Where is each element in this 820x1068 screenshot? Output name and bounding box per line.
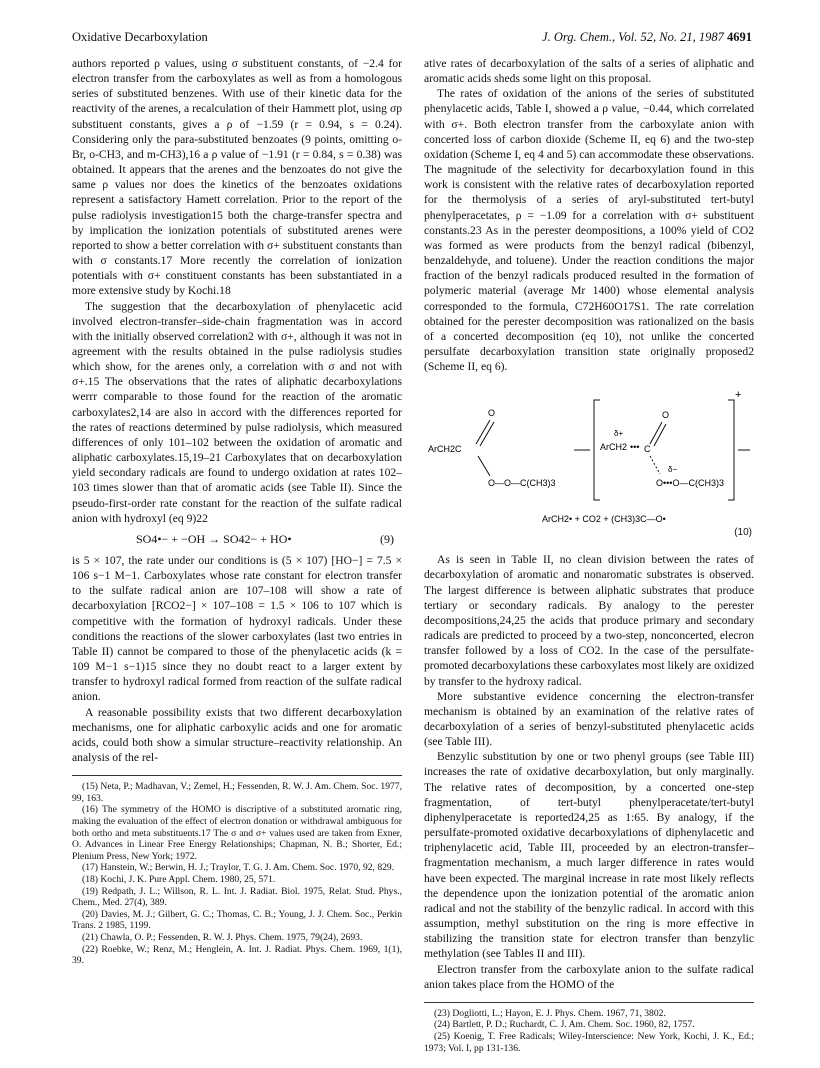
footnote-rule [72,775,402,776]
footnote: (23) Dogliotti, L.; Hayon, E. J. Phys. Chem. 1967, 71, 3802. [434,1007,666,1019]
paragraph: Electron transfer from the carboxylate anion to the sulfate radical anion takes place from the HOMO of the [424,962,754,991]
carbonyl-oxygen: O [488,408,496,419]
equation-9 [72,526,402,553]
footnote: (19) Redpath, J. L.; Willson, R. L. Int. J. Radiat. Biol. 1975, Relat. Stud. Phys., Chem., Med. 27(4), 389. [72,885,402,909]
left-column [72,56,402,967]
products: ArCH2• + CO2 + (CH3)3C—O• [542,514,666,525]
footnote: (18) Kochi, J. K. Pure Appl. Chem. 1980, 25, 571. [82,873,276,885]
reaction-scheme-eq10 [424,380,754,548]
footnote-rule [424,1002,754,1003]
paragraph: A reasonable possibility exists that two different decarboxylation mechanisms, one for aliphatic carboxylic acids and one for aromatic acids, could both show a simular structure–reactivity relationship. An analysis of the rel- [72,705,402,765]
delta-minus: δ− [668,465,678,475]
paragraph: The rates of oxidation of the anions of the series of substituted phenylacetic acids, Table I, showed a ρ value, −0.44, which correlated with σ+. Both electron transfer from the carboxylate anion with concerted loss of carbon dioxide (Scheme II, eq 6) and the two-step oxidation (Scheme I, eq 4 and 5) can accommodate these observations. The magnitude of the selectivity for decarboxylation found in this work is consistent with the relative rates of decarboxylation reported for the thermolysis of a series of aryl-substituted tert-butyl phenylperacetates, ρ = −1.09 for a correlation with σ+ substituent constants.23 As in the perester deompositions, a 100% yield of CO2 was formed as were products from the benzyl radical (bibenzyl, benzaldehyde, and toluene). Under the reaction conditions the major fraction of the benzyl radicals produced resulted in the formation of polymeric material (average Mr 1400) whose elemental analysis corresponded to the formula, C72H60O17S1. The rate correlation obtained for the perester decomposition was rationalized on the basis of a concerted decomposition (eq 10), not unlike the concerted persulfate decarboxylation transition state originally proposed2 (Scheme II, eq 6). [424,87,754,374]
footnote: (21) Chawla, O. P.; Fessenden, R. W. J. Phys. Chem. 1975, 79(24), 2693. [82,931,363,943]
ts-breaking-bond [650,456,660,474]
paragraph: Benzylic substitution by one or two phenyl groups (see Table III) increases the rate of oxidative decarboxylation, but only marginally. The relative rates of decomposition, by a concerted one-step fragmentation, of tert-butyl phenylperacetate/tert-butyl diphenylperacetate is reported24,25 as 1:65. By analogy, if the persulfate-promoted oxidative decarboxylations of diphenylacetic and triphenylacetic acid, Table III, proceeded by an electron-transfer–fragmentation mechanism, a much larger difference in rates would have been expected. The marginal increase in rate most likely reflects the dependence upon the ionization potential of the aromatic anion radical and not the stability of the benzylic radical. In accord with this assumption, methyl substitution on the ring is more effective in stabilizing the transition state for electron transfer than benzylic methylation (see Tables II and III). [424,750,754,961]
delta-plus: δ+ [614,429,624,439]
footnote: (22) Roebke, W.; Renz, M.; Henglein, A. Int. J. Radiat. Phys. Chem. 1969, 1(1), 39. [72,943,402,967]
footnote: (15) Neta, P.; Madhavan, V.; Zemel, H.; Fessenden, R. W. J. Am. Chem. Soc. 1977, 99, 163. [72,781,402,804]
ts-partial-bond: ••• [630,442,640,453]
footnotes [72,781,402,967]
running-header [72,30,752,46]
footnote: (24) Bartlett, P. D.; Ruchardt, C. J. Am. Chem. Soc. 1960, 82, 1757. [434,1019,695,1031]
ts-carbonyl-bond [654,424,666,446]
paragraph: More substantive evidence concerning the electron-transfer mechanism is obtained by an examination of the relative rates of decarboxylation of a series of benzyl-substituted phenylacetic acids (see Table III). [424,689,754,749]
equation-number: (10) [734,527,752,539]
ester-bond [478,456,490,476]
running-title: Oxidative Decarboxylation [72,30,208,44]
footnotes [424,1008,754,1054]
paragraph: The suggestion that the decarboxylation of phenylacetic acid involved electron-transfer–side-chain fragmentation was in accord with the initially observed correlation2 with σ+, although it was not in agreement with the results obtained in the pulse radiolysis studies which show, for the arenes only, a correlation with σ and not with σ+.15 The observations that the rates of aliphatic decarboxylations werrr comparable to those found for the reaction of the aromatic carboxylates2,14 are also in accord with the differences reported for the rates of reactions determined by pulse radiolysis, which measured differences of only 101–102 between the oxidation of aromatic and aliphatic carboxylates.15,19–21 Carboxylates that on decarboxylation yield secondary radicals are found to undergo oxidation at rates 102–103 times slower than that of aromatic acids (see Table II). Since the pseudo-first-order rate constant for the reaction of the sulfate radical anion with hydroxyl (eq 9)22 [72,299,402,525]
footnote: (17) Hanstein, W.; Berwin, H. J.; Traylor, T. G. J. Am. Chem. Soc. 1970, 92, 829. [82,862,395,874]
footnote: (25) Koenig, T. Free Radicals; Wiley-Interscience: New York, Kochi, J. K., Ed.; 1973; Vol. I, pp 131-136. [424,1031,754,1054]
page-number: 4691 [727,30,752,44]
footnote: (20) Davies, M. J.; Gilbert, G. C.; Thomas, C. B.; Young, J. J. Chem. Soc., Perkin Trans. 2 1985, 1199. [72,908,402,932]
reactant-chain: O—O—C(CH3)3 [488,478,556,489]
paragraph: authors reported ρ values, using σ substituent constants, of −2.4 for electron transfer from the carboxylates as well as from a homologous series of substituted benzenes. With use of their kinetic data for the reactivity of the arenes, a recalculation of their Hammett plot, using σp substituent constants, gives a ρ of −1.59 (r = 0.94, s = 0.24). Considering only the para-substituted benzoates (9 points, omitting o-Br, o-CH3, and m-CH3),16 a ρ value of −1.91 (r = 0.84, s = 0.38) was obtained. It appears that the arenes and the benzoates do not give the same ρ values nor does the kinetics of the benzoates oxidations represent a satisfactory Hamett correlation. Prior to the report of the pulse radiolysis investigation15 both the charge-transfer spectra and by implication the ionization potentials of substituted arenes were reported to show a better correlation with σ+ substituent constants than with σ constants.17 More recently the correlation of ionization potentials with σ+ constituent constants has been substantiated in a more extensive study by Kochi.18 [72,57,402,298]
equation-number: (9) [380,531,394,546]
equation-text: SO4•− + −OH → SO42− + HO• [136,531,292,546]
ts-left: ArCH2 [600,442,628,453]
ts-carbonyl-bond [650,422,662,444]
reactant-left: ArCH2C [428,444,462,455]
reaction-diagram [424,380,754,530]
ts-oxygen: O [662,410,670,421]
footnote: (16) The symmetry of the HOMO is discriptive of a substituted aromatic ring, making the evaluation of the effect of electron donation or withdrawal ambiguous for both ortho and meta substituents.17 The σ and σ+ values used are taken from Exner, O. Advances in Linear Free Energy Relationships; Chapman, N. B.; Shorter, Ed.; Plenium Press, New York; 1972. [72,804,402,862]
ts-carbon: C [644,444,651,455]
paragraph: ative rates of decarboxylation of the salts of a series of aliphatic and aromatic acids sheds some light on this proposal. [424,57,754,86]
ts-chain: O•••O—C(CH3)3 [656,478,724,489]
journal-citation: J. Org. Chem., Vol. 52, No. 21, 1987 4691 [542,30,752,44]
paragraph: is 5 × 107, the rate under our conditions is (5 × 107) [HO−] = 7.5 × 106 s−1 M−1. Carboxylates whose rate constant for electron transfer to the sulfate radical anion are 107–108 will show a rate of decarboxylation [RCO2−] × 107–108 = 1.5 × 106 to 107 which is competitive with the formation of hydroxyl radicals. Under these conditions the reactions of the slower carboxylates (last two entries in Table II) cannot be compared to those of the phenylacetic acids (k = 109 M−1 s−1)15 since they no doubt react to a larger extent by transfer to hydroxyl radical formed from reaction of the sulfate radical anion. [72,554,402,704]
ts-charge: + [735,389,742,402]
ts-bracket-right [728,400,734,500]
right-column [424,56,754,1054]
paragraph: As is seen in Table II, no clean division between the rates of decarboxylation of aromatic and nonaromatic substrates is observed. The largest difference is between aliphatic substrates that produce tertiary or secondary radicals. By analogy to the perester decompositions,24,25 the acids that produce primary and secondary radicals are predicted to proceed by a two-step, nonconcerted, elecron transfer followed by a loss of CO2. In the case of the persulfate-promoted decarboxylations these carboxylates most likely are oxidized by transfer to the hydroxy radical. [424,553,754,688]
